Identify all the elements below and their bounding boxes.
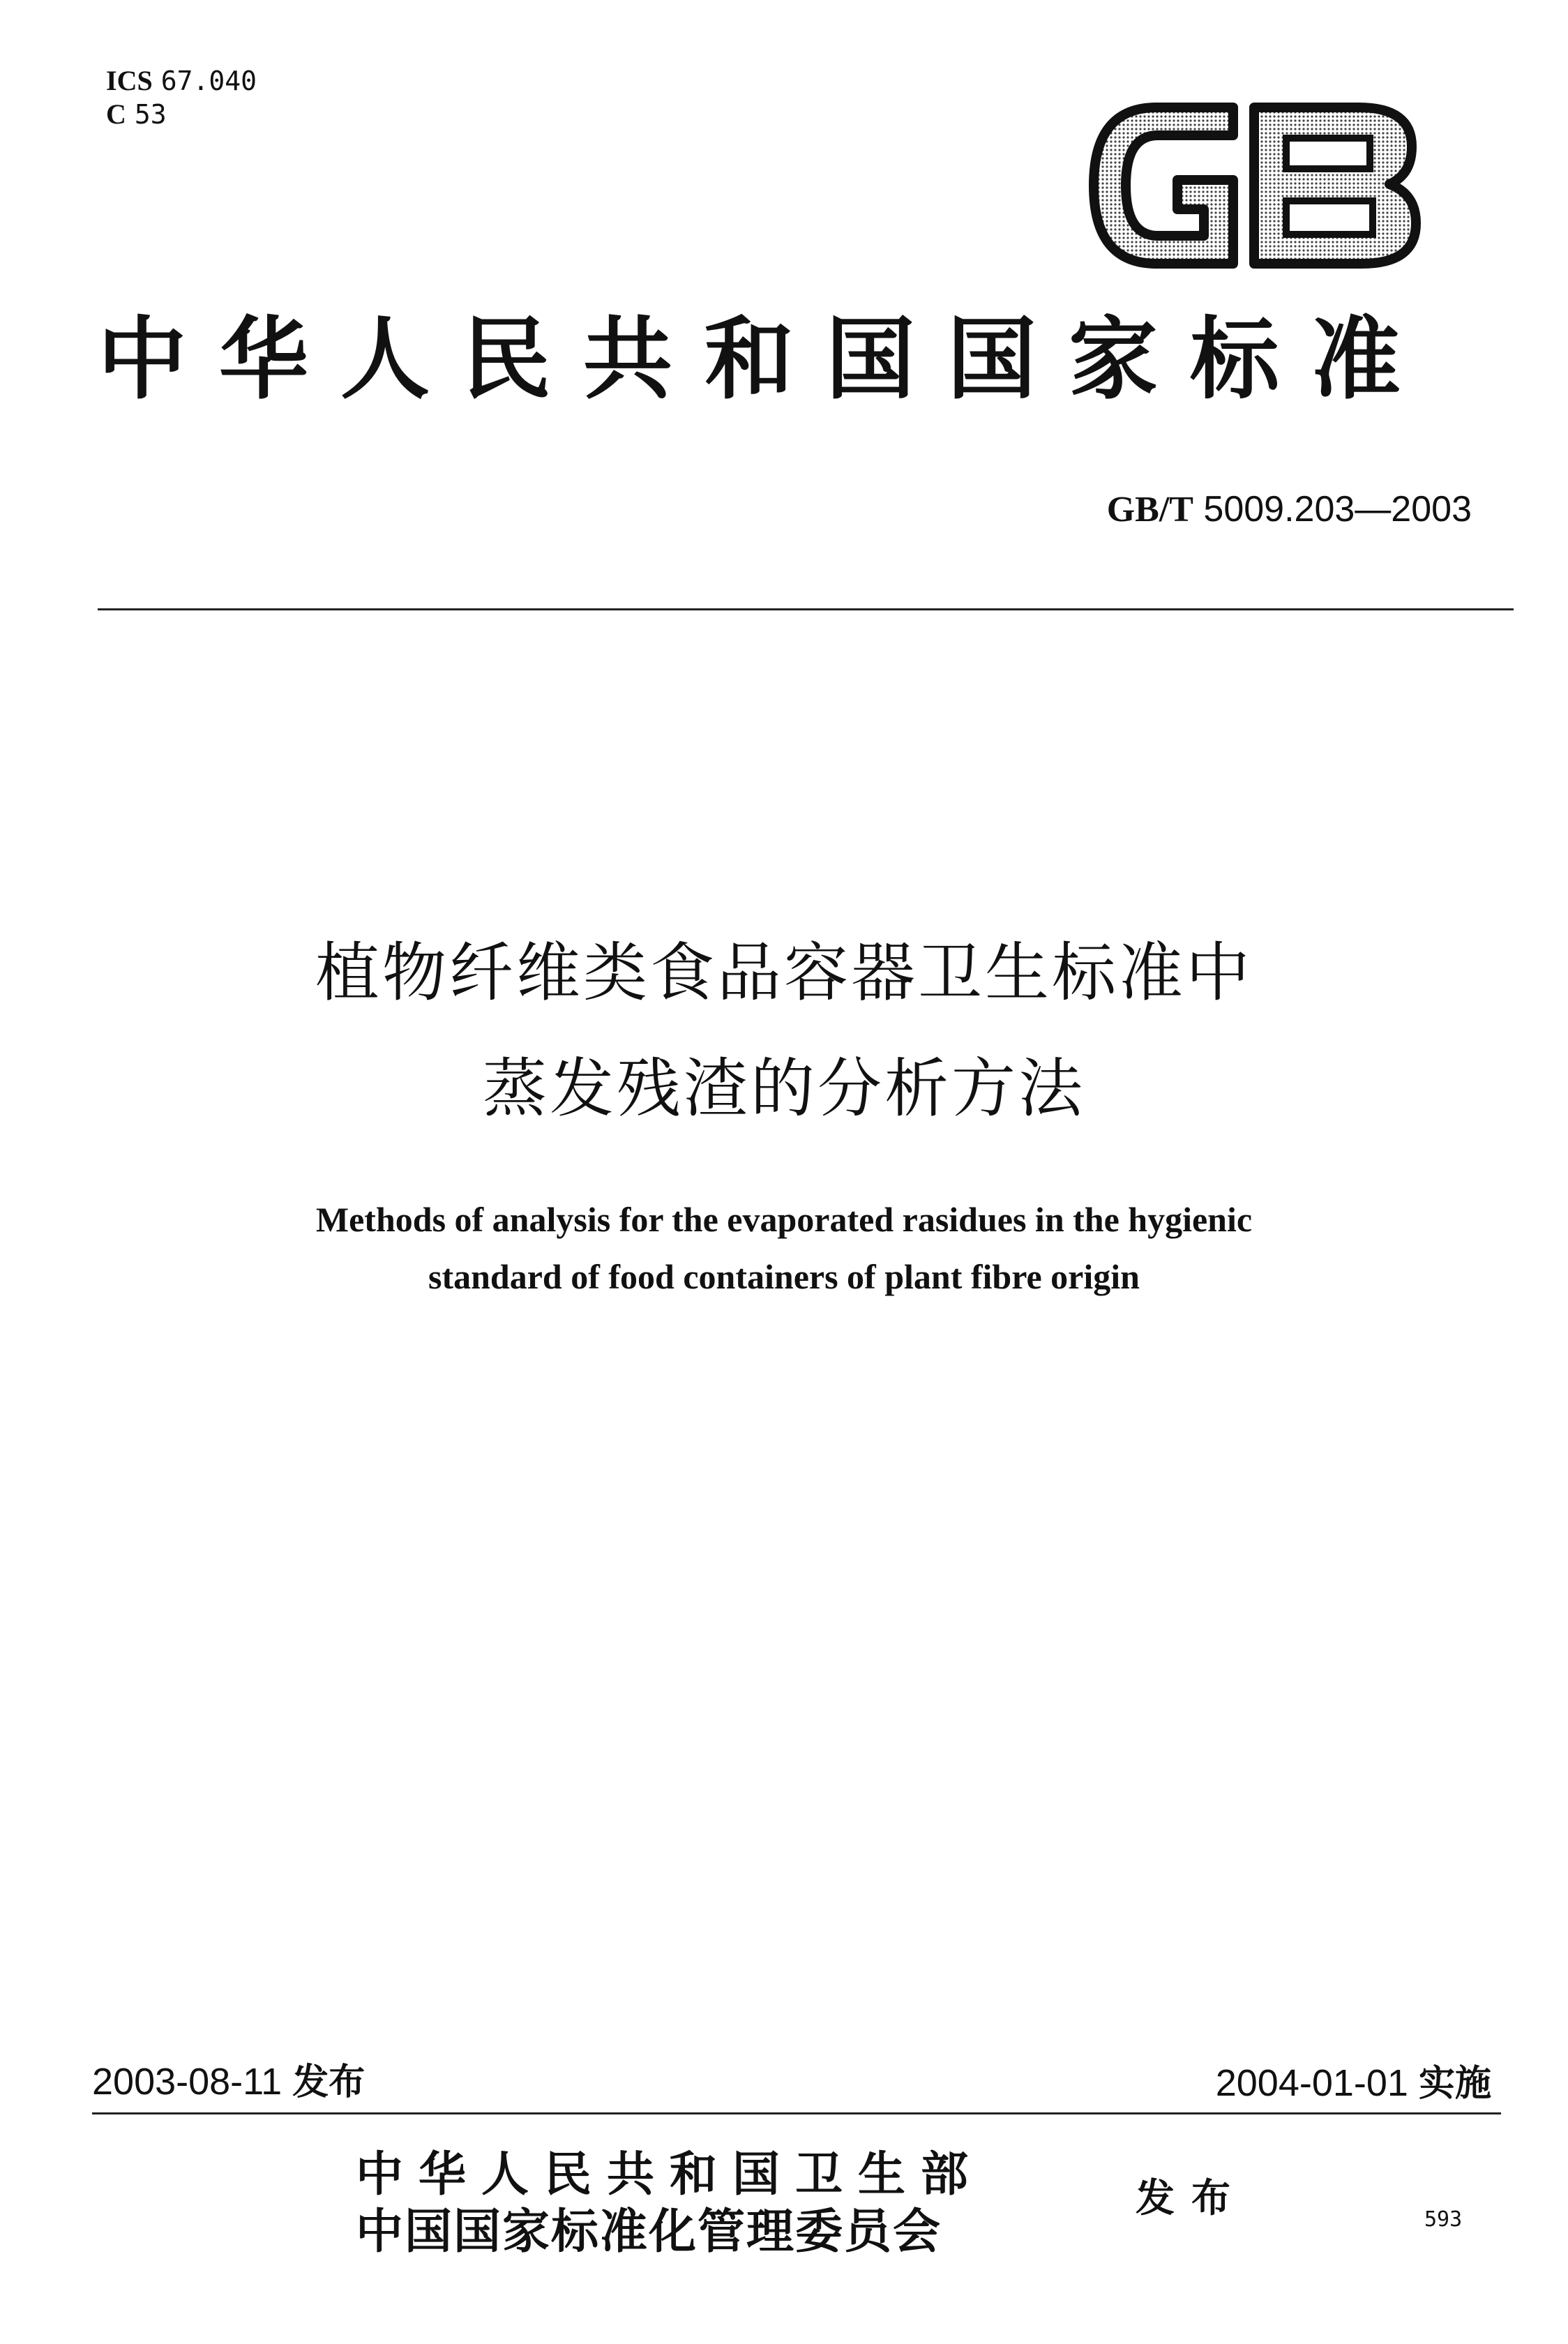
ics-code: ICS 67.040 <box>106 65 257 96</box>
page-number: 593 <box>1424 2207 1463 2232</box>
bottom-divider <box>92 2112 1501 2114</box>
top-divider <box>98 608 1514 610</box>
classification-codes <box>106 64 257 131</box>
issuer-ministry-of-health: 中华人民共和国卫生部 <box>356 2147 984 2202</box>
gb-logo-g <box>1094 107 1233 264</box>
english-title-line-2: standard of food containers of plant fibre origin <box>428 1257 1140 1296</box>
effective-date: 2004-01-01 实施 <box>1215 2062 1491 2105</box>
c-code: C 53 <box>106 98 167 130</box>
chinese-title-line-1: 植物纤维类食品容器卫生标准中 <box>315 936 1253 1010</box>
gb-logo-b <box>1254 107 1416 264</box>
gb-logo <box>1080 98 1426 273</box>
national-standard-heading: 中华人民共和国国家标准 <box>98 307 1433 412</box>
issuer-standardization-administration: 中国国家标准化管理委员会 <box>356 2204 942 2260</box>
issue-date: 2003-08-11 发布 <box>92 2061 365 2103</box>
chinese-title-line-2: 蒸发残渣的分析方法 <box>482 1051 1085 1126</box>
publish-label: 发布 <box>1136 2175 1247 2221</box>
standard-number: GB/T 5009.203—2003 <box>1106 489 1472 529</box>
english-title-line-1: Methods of analysis for the evaporated rasidues in the hygienic <box>315 1200 1253 1239</box>
